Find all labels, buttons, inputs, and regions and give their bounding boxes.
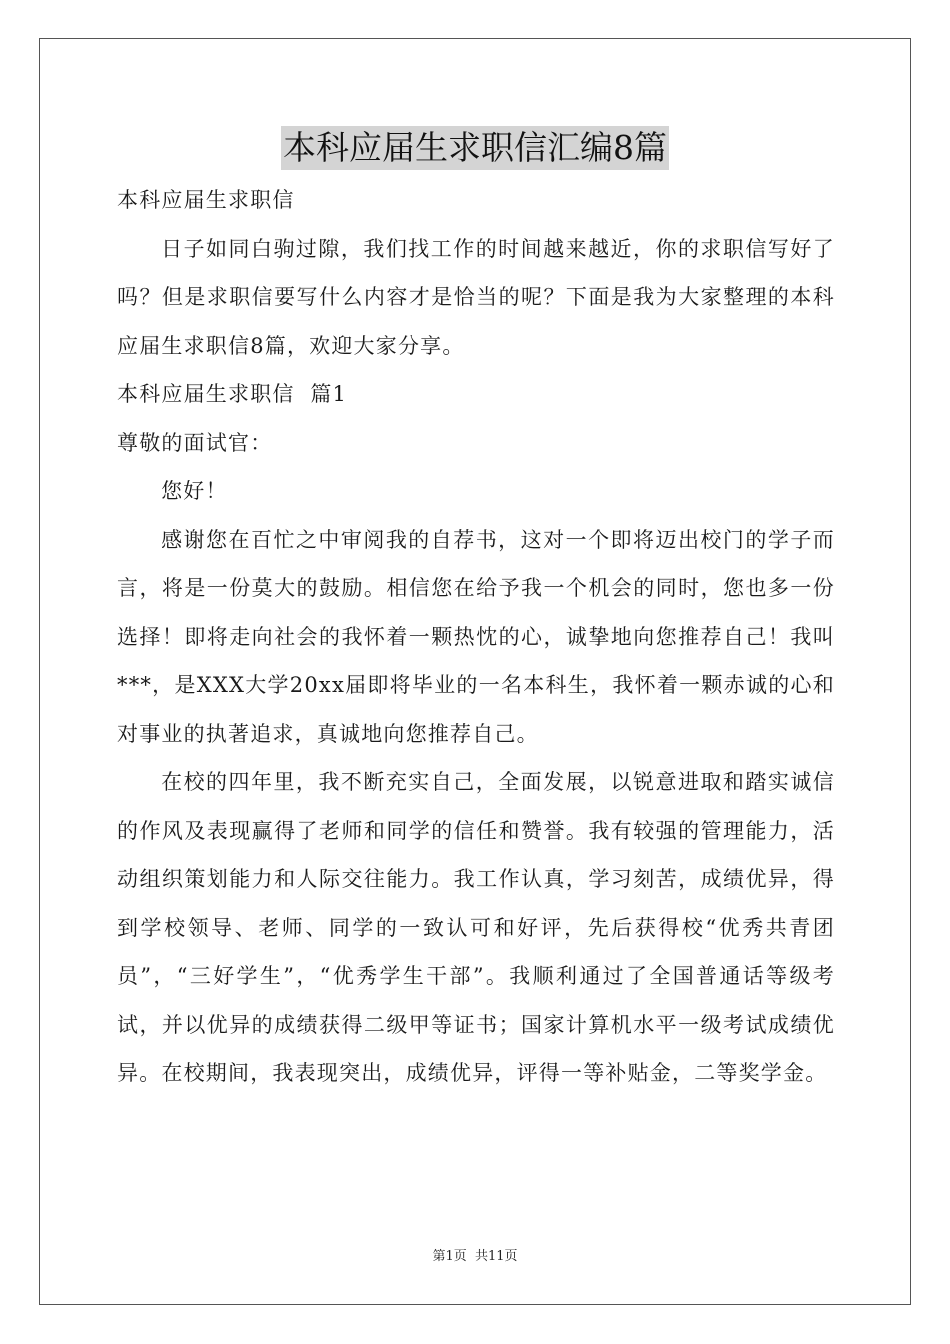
- title-container: [0, 126, 950, 170]
- salutation: 尊敬的面试官：: [117, 430, 273, 455]
- total-pages: 共11页: [474, 1249, 518, 1264]
- document-title: 本科应届生求职信汇编8篇: [281, 126, 669, 170]
- paragraph: 日子如同白驹过隙，我们找工作的时间越来越近，你的求职信写好了吗？但是求职信要写什么内容才是恰当的呢？下面是我为大家整理的本科应届生求职信8篇，欢迎大家分享。: [117, 236, 835, 358]
- page-number: 第1页: [432, 1249, 467, 1264]
- section-heading: 本科应届生求职信 篇1: [117, 382, 348, 406]
- document-body: [117, 176, 835, 1098]
- paragraph: 本科应届生求职信: [117, 188, 295, 212]
- page-footer: [0, 1245, 950, 1264]
- paragraph: 在校的四年里，我不断充实自己，全面发展，以锐意进取和踏实诚信的作风及表现赢得了老师和同学的信任和赞誉。我有较强的管理能力，活动组织策划能力和人际交往能力。我工作认真，学习刻苦，成绩优异，得到学校领导、老师、同学的一致认可和好评，先后获得校“优秀共青团员”，“三好学生”，“优秀学生干部”。我顺利通过了全国普通话等级考试，并以优异的成绩获得二级甲等证书；国家计算机水平一级考试成绩优异。在校期间，我表现突出，成绩优异，评得一等补贴金，二等奖学金。: [117, 770, 835, 1085]
- greeting: 您好！: [161, 479, 228, 503]
- paragraph: 感谢您在百忙之中审阅我的自荐书，这对一个即将迈出校门的学子而言，将是一份莫大的鼓励。相信您在给予我一个机会的同时，您也多一份选择！即将走向社会的我怀着一颗热忱的心，诚挚地向您推荐自己！我叫***，是XXX大学20xx届即将毕业的一名本科生，我怀着一颗赤诚的心和对事业的执著追求，真诚地向您推荐自己。: [117, 527, 835, 746]
